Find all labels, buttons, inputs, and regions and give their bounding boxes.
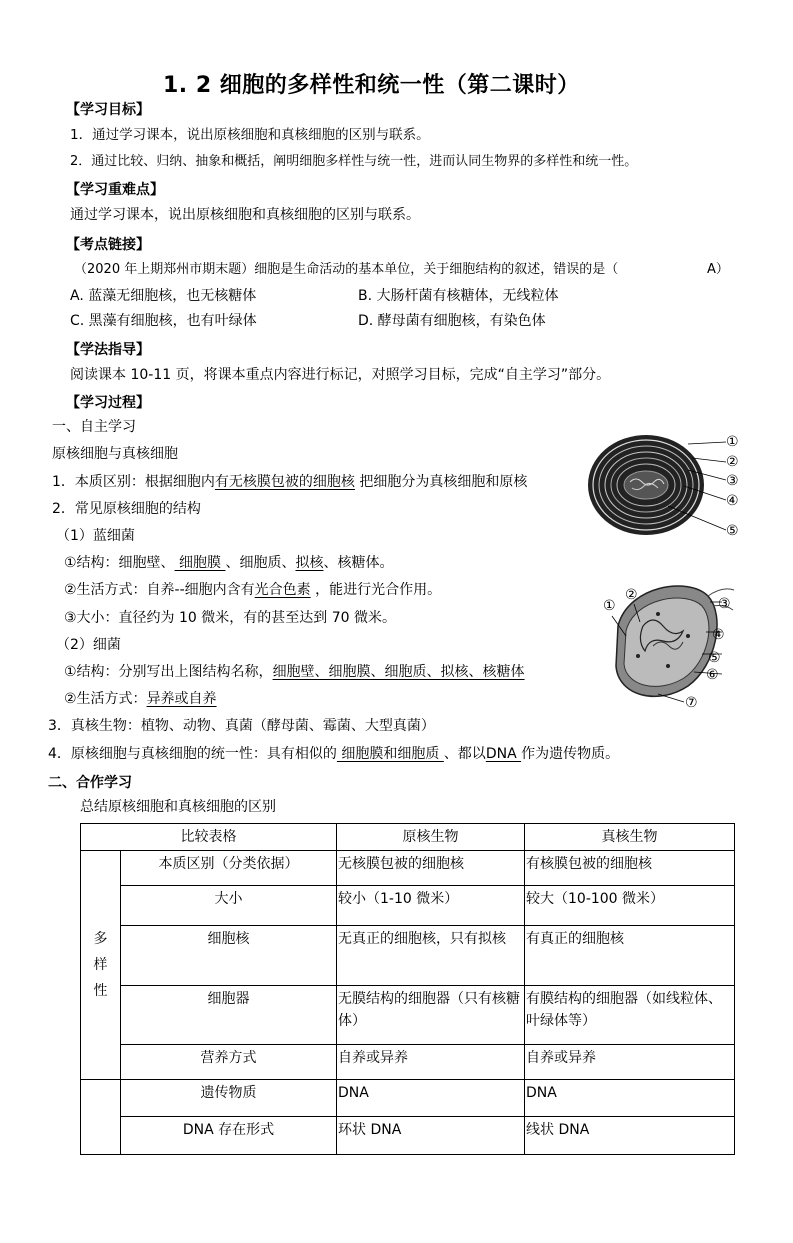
eukaryote-cell: 有膜结构的细胞器（如线粒体、叶绿体等） — [525, 986, 735, 1045]
cyano-size: ③大小：直径约为 10 微米，有的甚至达到 70 微米。 — [64, 610, 396, 626]
goals-heading: 【学习目标】 — [66, 102, 150, 118]
fill-nucleus-membrane: 有无核膜包被的细胞核 — [214, 474, 355, 490]
prokaryote-cell: 无真正的细胞核，只有拟核 — [337, 926, 525, 986]
top-fig-label-5: ⑤ — [726, 523, 739, 539]
item-4: 4．原核细胞与真核细胞的统一性：具有相似的 细胞膜和细胞质 、都以DNA 作为遗传物质。 — [48, 746, 620, 762]
top-fig-label-1: ① — [726, 434, 739, 450]
fill-cell-membrane: 细胞膜 — [174, 555, 226, 571]
process-heading: 【学习过程】 — [66, 395, 150, 411]
fill-nutrition: 异养或自养 — [146, 691, 217, 707]
header-prokaryote: 原核生物 — [337, 824, 525, 851]
prokaryote-cell: 无膜结构的细胞器（只有核糖体） — [337, 986, 525, 1045]
prokaryote-cell: 无核膜包被的细胞核 — [337, 851, 525, 886]
prokaryote-cell: 较小（1-10 微米） — [337, 886, 525, 926]
table-row — [81, 1045, 735, 1080]
item-2: 2．常见原核细胞的结构 — [52, 501, 201, 517]
fill-nucleoid: 拟核 — [295, 555, 324, 571]
option-d: D. 酵母菌有细胞核，有染色体 — [358, 313, 546, 329]
option-a: A. 蓝藻无细胞核，也无核糖体 — [70, 288, 257, 304]
table-row — [81, 851, 735, 886]
bottom-fig-label-4: ④ — [712, 627, 725, 643]
method-text: 阅读课本 10-11 页，将课本重点内容进行标记，对照学习目标，完成“自主学习”部分。 — [70, 367, 611, 383]
table-row — [81, 1080, 735, 1117]
eukaryote-cell: 较大（10-100 微米） — [525, 886, 735, 926]
row-label: 细胞器 — [121, 986, 337, 1045]
table-header-row — [81, 824, 735, 851]
fill-dna: DNA — [485, 746, 522, 762]
exam-link-heading: 【考点链接】 — [66, 237, 150, 253]
top-fig-label-4: ④ — [726, 493, 739, 509]
top-fig-label-3: ③ — [726, 473, 739, 489]
bottom-fig-label-3: ③ — [718, 596, 731, 612]
eukaryote-cell: DNA — [525, 1080, 735, 1117]
item-1: 1．本质区别：根据细胞内有无核膜包被的细胞核 把细胞分为真核细胞和原核 — [52, 474, 528, 490]
row-label: 遗传物质 — [121, 1080, 337, 1117]
row-label: 大小 — [121, 886, 337, 926]
section-subtitle: 原核细胞与真核细胞 — [52, 446, 178, 462]
prokaryote-cell: DNA — [337, 1080, 525, 1117]
option-c: C. 黑藻有细胞核，也有叶绿体 — [70, 313, 257, 329]
bottom-fig-label-5: ⑤ — [708, 650, 721, 666]
bacteria-structure: ①结构：分别写出上图结构名称，细胞壁、细胞膜、细胞质、拟核、核糖体 — [64, 664, 525, 680]
table-row — [81, 986, 735, 1045]
sub-bacteria: （2）细菌 — [56, 637, 121, 653]
part2-heading: 二、合作学习 — [48, 775, 132, 791]
option-b: B. 大肠杆菌有核糖体，无线粒体 — [358, 288, 559, 304]
prokaryote-cell: 自养或异养 — [337, 1045, 525, 1080]
eukaryote-cell: 自养或异养 — [525, 1045, 735, 1080]
key-points-text: 通过学习课本，说出原核细胞和真核细胞的区别与联系。 — [70, 207, 420, 223]
exam-question: （2020 年上期郑州市期末题）细胞是生命活动的基本单位，关于细胞结构的叙述，错误的是（ — [74, 262, 619, 277]
bottom-fig-label-2: ② — [625, 587, 638, 603]
goal-item-2: 2．通过比较、归纳、抽象和概括，阐明细胞多样性与统一性，进而认同生物界的多样性和统一性。 — [70, 154, 638, 169]
row-label: 本质区别（分类依据） — [121, 851, 337, 886]
prokaryote-cell: 环状 DNA — [337, 1117, 525, 1155]
goal-item-1: 1．通过学习课本，说出原核细胞和真核细胞的区别与联系。 — [70, 127, 430, 143]
item-3: 3．真核生物：植物、动物、真菌（酵母菌、霉菌、大型真菌） — [48, 718, 435, 734]
eukaryote-cell: 有真正的细胞核 — [525, 926, 735, 986]
table-caption: 总结原核细胞和真核细胞的区别 — [80, 799, 276, 815]
bottom-fig-label-1: ① — [603, 598, 616, 614]
table-row — [81, 886, 735, 926]
top-fig-label-2: ② — [726, 454, 739, 470]
table-row — [81, 926, 735, 986]
method-heading: 【学法指导】 — [66, 342, 150, 358]
fill-membrane-cytoplasm: 细胞膜和细胞质 — [336, 746, 444, 762]
fill-bacteria-structures: 细胞壁、细胞膜、细胞质、拟核、核糖体 — [272, 664, 525, 680]
fill-pigment: 光合色素 — [254, 582, 311, 598]
page-title: 1. 2 细胞的多样性和统一性（第二课时） — [163, 73, 580, 98]
side-label-diversity: 多 样 性 — [81, 851, 121, 1080]
cyano-structure: ①结构：细胞壁、 细胞膜 、细胞质、拟核、核糖体。 — [64, 555, 394, 571]
row-label: 营养方式 — [121, 1045, 337, 1080]
cyanobacteria-figure — [588, 430, 738, 545]
part1-heading: 一、自主学习 — [52, 419, 136, 435]
header-eukaryote: 真核生物 — [525, 824, 735, 851]
eukaryote-cell: 线状 DNA — [525, 1117, 735, 1155]
comparison-table — [80, 823, 735, 1155]
bottom-fig-label-7: ⑦ — [685, 695, 698, 711]
eukaryote-cell: 有核膜包被的细胞核 — [525, 851, 735, 886]
table-row — [81, 1117, 735, 1155]
key-points-heading: 【学习重难点】 — [66, 182, 164, 198]
header-compare: 比较表格 — [81, 824, 337, 851]
exam-answer: A） — [707, 262, 729, 277]
sub-cyanobacteria: （1）蓝细菌 — [56, 528, 135, 544]
bottom-fig-label-6: ⑥ — [706, 667, 719, 683]
row-label: DNA 存在形式 — [121, 1117, 337, 1155]
row-label: 细胞核 — [121, 926, 337, 986]
bacteria-lifestyle: ②生活方式：异养或自养 — [64, 691, 217, 707]
cyano-lifestyle: ②生活方式：自养--细胞内含有光合色素 ，能进行光合作用。 — [64, 582, 442, 598]
